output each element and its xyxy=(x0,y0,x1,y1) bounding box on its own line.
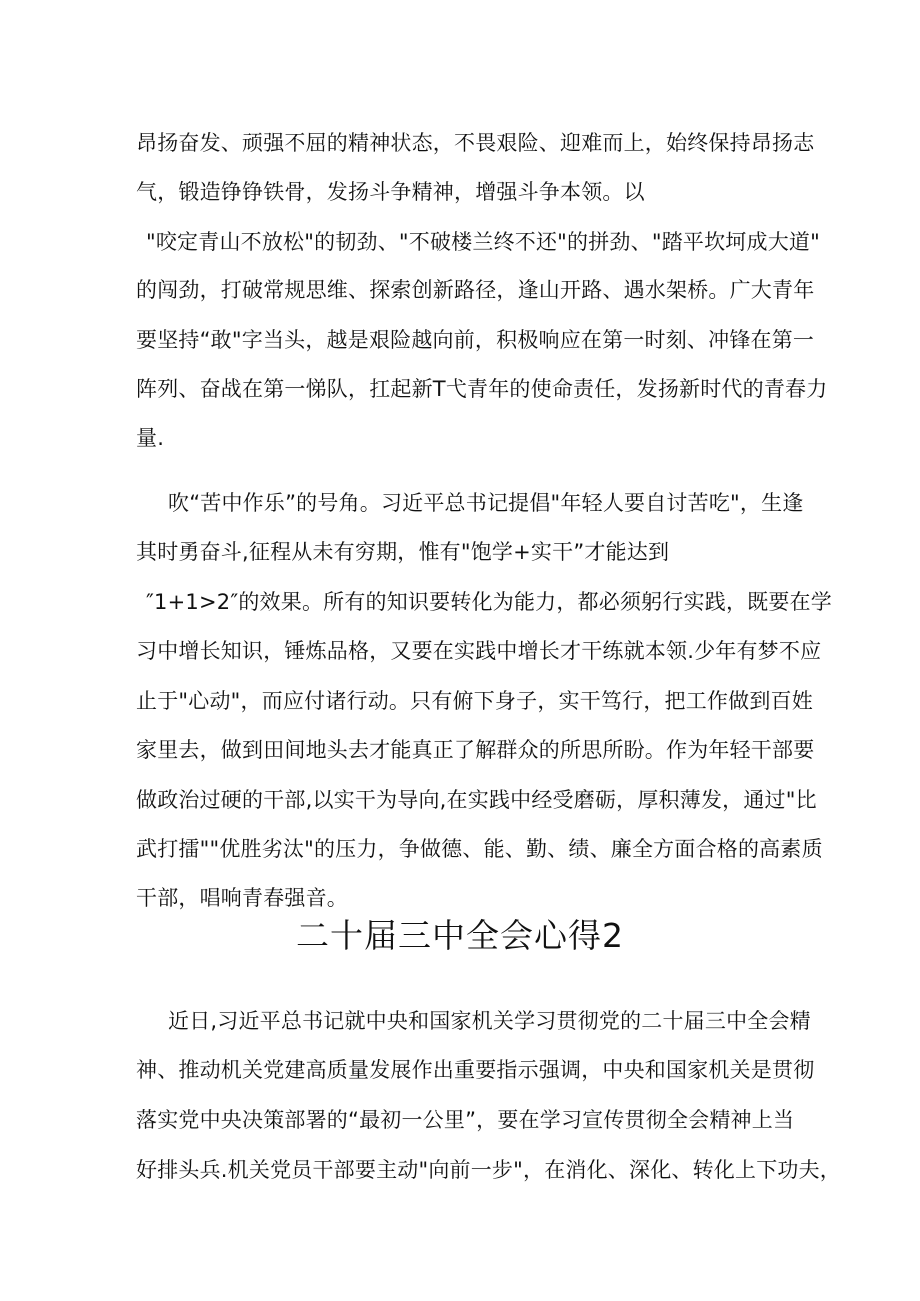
paragraph-2-line: 止于"心动"，而应付诸行动。只有俯下身子，实干笃行，把工作做到百姓 xyxy=(136,689,813,713)
paragraph-2-line: 其时勇奋斗,征程从未有穷期，惟有"饱学+实干”才能达到 xyxy=(136,540,670,564)
paragraph-1-line: 的闯劲，打破常规思维、探索创新路径，逢山开路、遇水架桥。广大青年 xyxy=(136,278,815,302)
paragraph-3-line: 好排头兵.机关党员干部要主动"向前一步"，在消化、深化、转化上下功夫， xyxy=(136,1158,841,1182)
paragraph-2-line: 做政治过硬的干部,以实干为导向,在实践中经受磨砺，厚积薄发，通过"比 xyxy=(136,788,817,812)
paragraph-2-line: ″1+1>2″的效果。所有的知识要转化为能力，都必须躬行实践，既要在学 xyxy=(146,590,832,614)
section-heading: 二十届三中全会心得2 xyxy=(296,916,624,955)
paragraph-2-line: 武打擂""优胜劣汰"的压力，争做德、能、勤、绩、廉全方面合格的高素质 xyxy=(136,837,823,861)
paragraph-1-line: 昂扬奋发、顽强不屈的精神状态，不畏艰险、迎难而上，始终保持昂扬志 xyxy=(136,131,815,155)
paragraph-2-line: 吹“苦中作乐”的号角。习近平总书记提倡"年轻人要自讨苦吃"，生逢 xyxy=(168,491,804,515)
paragraph-3-line: 神、推动机关党建高质量发展作出重要指示强调，中央和国家机关是贯彻 xyxy=(136,1058,815,1082)
paragraph-2-line: 家里去，做到田间地头去才能真正了解群众的所思所盼。作为年轻干部要 xyxy=(136,738,815,762)
paragraph-1-line: 阵列、奋战在第一悌队，扛起新T弋青年的使命责任，发扬新时代的青春力 xyxy=(136,377,828,401)
paragraph-2-line: 干部，唱响青春强音。 xyxy=(136,886,348,910)
paragraph-1-line: 要坚持“敢"字当头，越是艰险越向前，积极响应在第一时刻、冲锋在第一 xyxy=(136,328,815,352)
paragraph-2-line: 习中增长知识，锤炼品格，又要在实践中增长才干练就本领.少年有梦不应 xyxy=(136,639,822,663)
paragraph-1-line: 气，锻造铮铮铁骨，发扬斗争精神，增强斗争本领。以 xyxy=(136,180,645,204)
paragraph-3-line: 落实党中央决策部署的“最初一公里”，要在学习宣传贯彻全会精神上当 xyxy=(136,1108,795,1132)
paragraph-3-line: 近日,习近平总书记就中央和国家机关学习贯彻党的二十届三中全会精 xyxy=(168,1009,811,1033)
paragraph-1-line: 量. xyxy=(136,426,165,450)
paragraph-1-line: "咬定青山不放松"的韧劲、"不破楼兰终不还"的拼劲、"踏平坎坷成大道" xyxy=(146,230,820,254)
